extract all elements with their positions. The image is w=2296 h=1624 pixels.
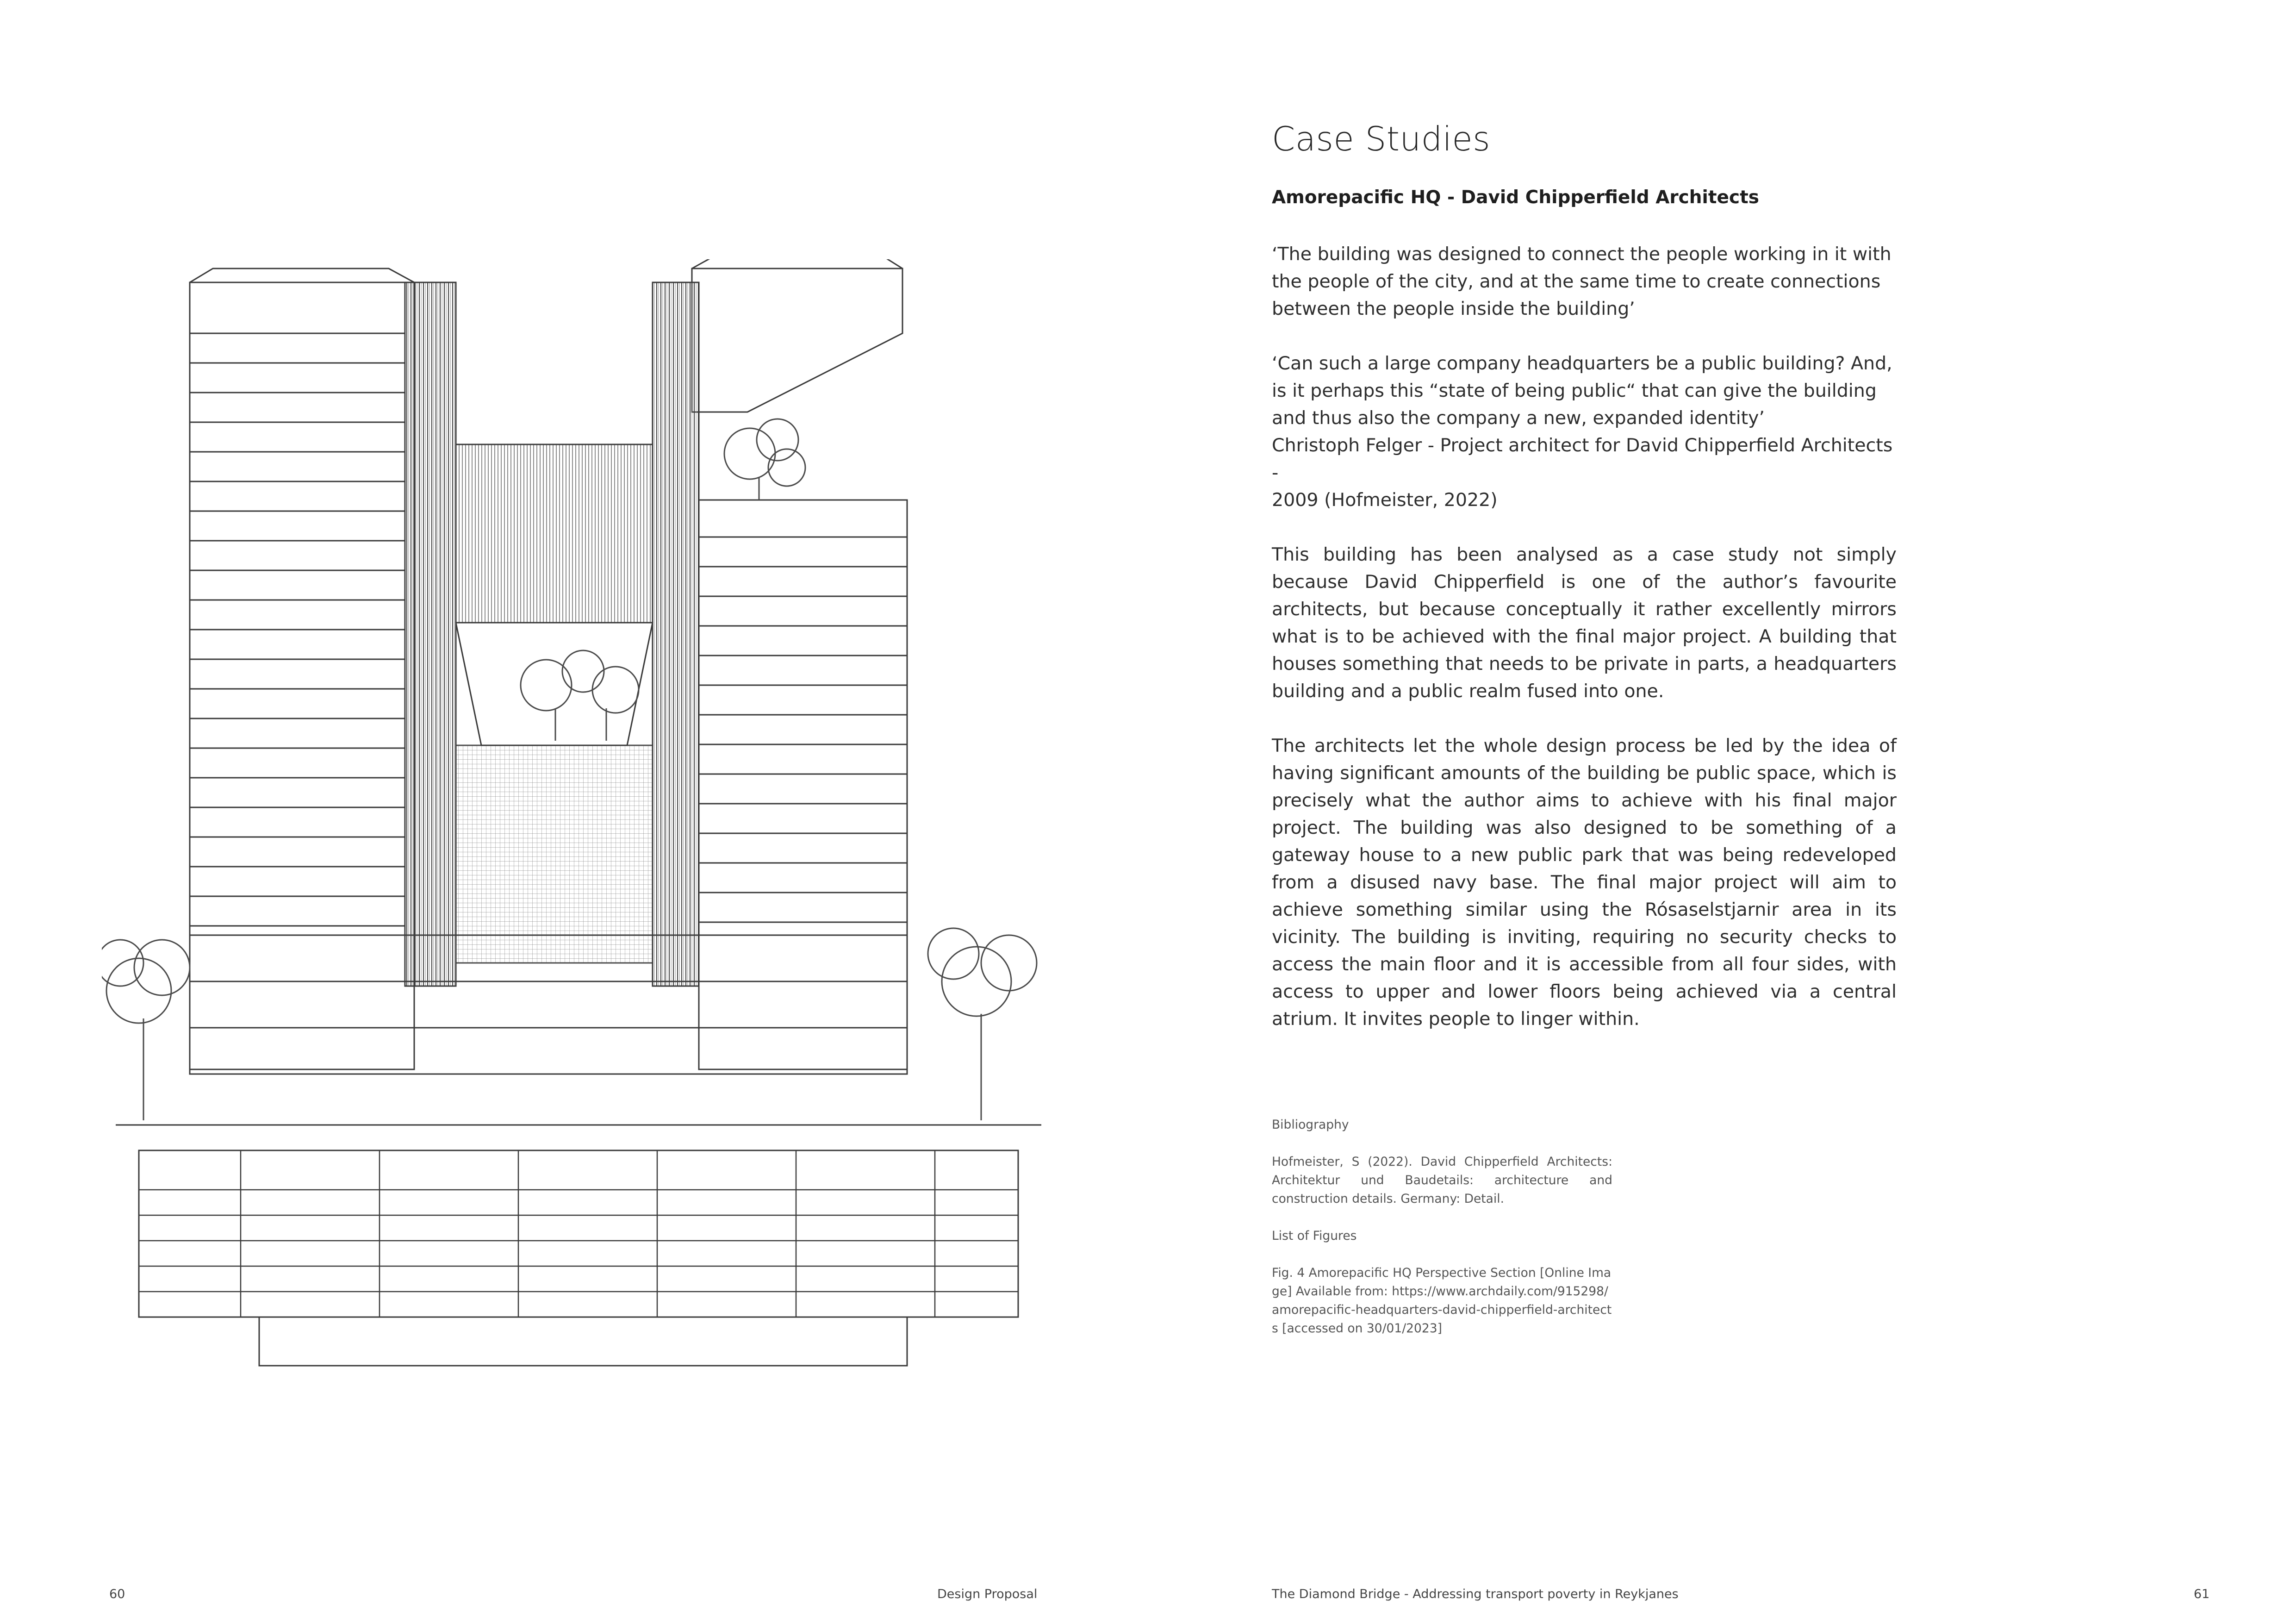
right-tower-roof: [692, 259, 902, 269]
body-text: [1272, 241, 1897, 1060]
attribution-line-1: Christoph Felger - Project architect for David Chipperfield Architects -: [1272, 435, 1893, 483]
running-title: The Diamond Bridge - Addressing transport poverty in Reykjanes: [1272, 1587, 1679, 1601]
tree-right: [928, 928, 1037, 1120]
bibliography-heading: Bibliography: [1272, 1118, 1349, 1132]
central-bridge: [456, 444, 653, 623]
paragraph-1: This building has been analysed as a case study not simply because David Chipperfield is one of the author’s favourite architects, but because conceptually it rather excellently mirrors what is to be achieved with the final major project. A building that houses something that needs to be private in parts, a headquarters building and a public realm fused into one.: [1272, 544, 1897, 702]
right-tower-cantilever: [692, 269, 902, 412]
right-page-number: 61: [2194, 1587, 2210, 1601]
atrium: [456, 745, 653, 963]
case-study-subheading: Amorepacific HQ - David Chipperfield Architects: [1272, 187, 1759, 208]
quote-2: ‘Can such a large company headquarters be a public building? And, is it perhaps this “state of being public“ that can give the building and thus also the company a new, expanded identity’: [1272, 353, 1892, 429]
left-tower: [190, 282, 414, 1069]
basement-lines: [139, 1150, 1018, 1317]
basement-lower: [259, 1317, 907, 1366]
central-void: [456, 623, 653, 745]
figures-heading: List of Figures: [1272, 1229, 1357, 1243]
tree-left: [102, 940, 190, 1120]
bibliography-entry: Hofmeister, S (2022). David Chipperfield Architects: Architektur und Baudetails: architecture and construction details. Germany: Detail.: [1272, 1155, 1612, 1206]
building-section-figure: [102, 259, 1055, 1370]
tree-roof-garden: [724, 419, 805, 500]
left-tower-facade: [405, 282, 456, 986]
left-tower-roof: [190, 269, 414, 282]
right-tower-facade: [653, 282, 699, 986]
page-title: Case Studies: [1272, 119, 1491, 158]
references: [1272, 1116, 1612, 1356]
quote-2-block: [1272, 350, 1897, 514]
right-tower: [699, 500, 907, 1069]
left-section-title: Design Proposal: [937, 1587, 1038, 1601]
figures-entry: Fig. 4 Amorepacific HQ Perspective Section [Online Image] Available from: https://www.archdaily.com/915298/amorepacific-headquarters-david-chipperfield-architects [accessed on 30/01/2023]: [1272, 1266, 1612, 1336]
left-page-number: 60: [109, 1587, 125, 1601]
attribution-line-2: 2009 (Hofmeister, 2022): [1272, 489, 1498, 511]
paragraph-2: The architects let the whole design process be led by the idea of having significant amounts of the building be public space, which is precisely what the author aims to achieve with his final major project. The building was also designed to be something of a gateway house to a new public park that was being redeveloped from a disused navy base. The final major project will aim to achieve something similar using the Rósaselstjarnir area in its vicinity. The building is inviting, requiring no security checks to access the main floor and it is accessible from all four sides, with access to upper and lower floors being achieved via a central atrium. It invites people to linger within.: [1272, 735, 1897, 1030]
quote-1: ‘The building was designed to connect the people working in it with the people of the city, and at the same time to create connections between the people inside the building’: [1272, 244, 1892, 319]
section-drawing: [116, 259, 1041, 1366]
